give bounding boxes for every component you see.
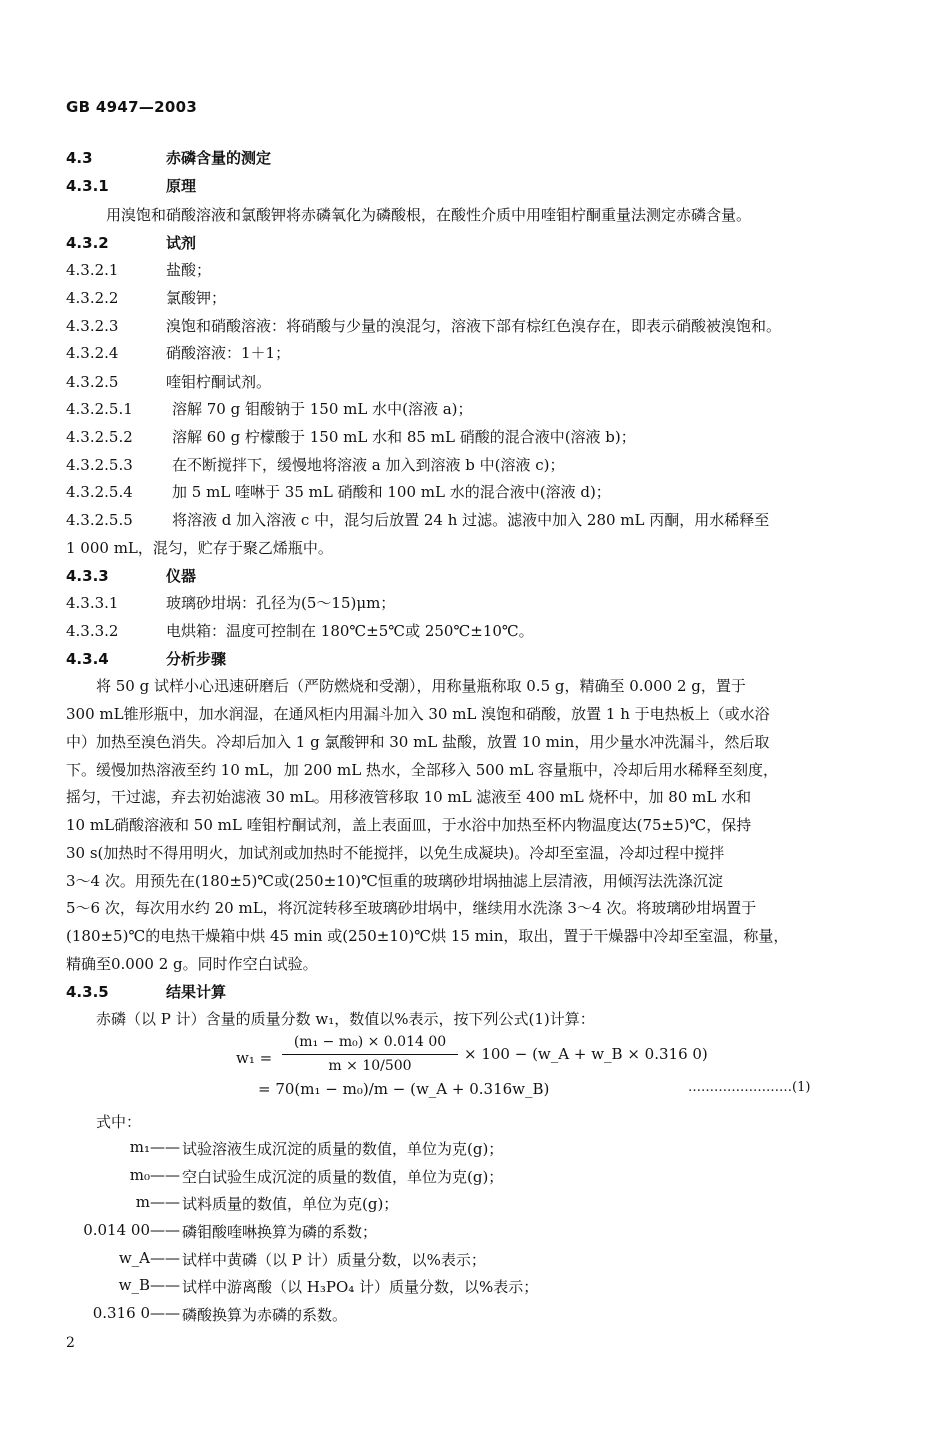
formula-denominator: m × 10/500	[328, 1058, 412, 1074]
procedure-line: 5～6 次，每次用水约 20 mL，将沉淀转移至玻璃砂坩埚中，继续用水洗涤 3～4 次。将玻璃砂坩埚置于	[66, 899, 757, 917]
procedure-line: 精确至0.000 2 g。同时作空白试验。	[66, 955, 318, 973]
procedure-line: (180±5)℃的电热干燥箱中烘 45 min 或(250±10)℃烘 15 min，取出，置于干燥器中冷却至室温，称量，	[66, 927, 789, 945]
section-heading: 4.3.5 结果计算	[66, 983, 227, 1001]
definition-symbol: 0.316 0——	[92, 1304, 180, 1322]
definition-symbol: w_B——	[118, 1276, 180, 1294]
list-item: 4.3.2.5.1 溶解 70 g 钼酸钠于 150 mL 水中(溶液 a)；	[66, 400, 473, 418]
definition-symbol: m₀——	[129, 1166, 180, 1184]
procedure-line: 30 s(加热时不得用明火，加试剂或加热时不能搅拌，以免生成凝块)。冷却至室温，冷却过程中搅拌	[66, 844, 725, 862]
section-heading: 4.3.3 仪器	[66, 567, 197, 585]
definition-text: 磷钼酸喹啉换算为磷的系数；	[182, 1223, 378, 1241]
list-item: 4.3.3.2 电烘箱：温度可控制在 180℃±5℃或 250℃±10℃。	[66, 622, 534, 640]
list-item: 4.3.2.5.5 将溶液 d 加入溶液 c 中，混匀后放置 24 h 过滤。滤液中加入 280 mL 丙酮，用水稀释至	[66, 511, 770, 529]
fraction-bar	[282, 1054, 458, 1055]
section-heading: 4.3.1 原理	[66, 177, 197, 195]
paragraph-line: 用溴饱和硝酸溶液和氯酸钾将赤磷氧化为磷酸根，在酸性介质中用喹钼柠酮重量法测定赤磷含量。	[106, 206, 752, 224]
procedure-line: 摇匀，干过滤，弃去初始滤液 30 mL。用移液管移取 10 mL 滤液至 400 mL 烧杯中，加 80 mL 水和	[66, 788, 752, 806]
definition-symbol: w_A——	[118, 1249, 180, 1267]
where-label: 式中：	[96, 1113, 142, 1131]
page-number: 2	[66, 1335, 75, 1351]
definition-text: 空白试验生成沉淀的质量的数值，单位为克(g)；	[182, 1168, 504, 1186]
procedure-line: 10 mL硝酸溶液和 50 mL 喹钼柠酮试剂，盖上表面皿，于水浴中加热至杯内物温度达(75±5)℃，保持	[66, 816, 752, 834]
list-item: 4.3.2.5.4 加 5 mL 喹啉于 35 mL 硝酸和 100 mL 水的混合液中(溶液 d)；	[66, 483, 611, 501]
formula-line-2: = 70(m₁ − m₀)/m − (w_A + 0.316w_B)	[258, 1080, 550, 1098]
list-item: 4.3.2.5.3 在不断搅拌下，缓慢地将溶液 a 加入到溶液 b 中(溶液 c)；	[66, 456, 565, 474]
procedure-line: 中）加热至溴色消失。冷却后加入 1 g 氯酸钾和 30 mL 盐酸，放置 10 min，用少量水冲洗漏斗，然后取	[66, 733, 770, 751]
standard-header: GB 4947—2003	[66, 98, 198, 116]
definition-symbol: m——	[135, 1193, 180, 1211]
calc-intro: 赤磷（以 P 计）含量的质量分数 w₁，数值以%表示，按下列公式(1)计算：	[96, 1010, 595, 1028]
list-item: 4.3.2.4 硝酸溶液：1＋1；	[66, 344, 291, 362]
list-item: 4.3.2.1 盐酸；	[66, 261, 212, 279]
procedure-line: 300 mL锥形瓶中，加水润湿，在通风柜内用漏斗加入 30 mL 溴饱和硝酸，放置 1 h 于电热板上（或水浴	[66, 705, 770, 723]
formula-lhs: w₁ =	[236, 1049, 273, 1067]
list-item: 4.3.2.5.2 溶解 60 g 柠檬酸于 150 mL 水和 85 mL 硝酸的混合液中(溶液 b)；	[66, 428, 636, 446]
list-item: 4.3.2.3 溴饱和硝酸溶液：将硝酸与少量的溴混匀，溶液下部有棕红色溴存在，即表示硝酸被溴饱和。	[66, 317, 782, 335]
list-item: 4.3.2.5 喹钼柠酮试剂。	[66, 373, 272, 391]
definition-text: 试验溶液生成沉淀的质量的数值，单位为克(g)；	[182, 1140, 504, 1158]
list-item: 4.3.3.1 玻璃砂坩埚：孔径为(5～15)μm；	[66, 594, 396, 612]
formula-numerator: (m₁ − m₀) × 0.014 00	[293, 1034, 447, 1050]
list-item: 4.3.2.2 氯酸钾；	[66, 289, 227, 307]
definition-text: 试样中黄磷（以 P 计）质量分数，以%表示；	[182, 1251, 486, 1269]
equation-number: ……………………(1)	[688, 1080, 811, 1095]
paragraph-line: 1 000 mL，混匀，贮存于聚乙烯瓶中。	[66, 539, 333, 557]
procedure-line: 下。缓慢加热溶液至约 10 mL，加 200 mL 热水，全部移入 500 mL 容量瓶中，冷却后用水稀释至刻度，	[66, 761, 779, 779]
definition-symbol: 0.014 00——	[83, 1221, 180, 1239]
definition-text: 磷酸换算为赤磷的系数。	[182, 1306, 348, 1324]
section-heading: 4.3.2 试剂	[66, 234, 197, 252]
section-heading: 4.3 赤磷含量的测定	[66, 149, 272, 167]
formula-remainder: × 100 − (w_A + w_B × 0.316 0)	[464, 1045, 708, 1063]
definition-symbol: m₁——	[129, 1138, 180, 1156]
definition-text: 试料质量的数值，单位为克(g)；	[182, 1195, 399, 1213]
definition-text: 试样中游离酸（以 H₃PO₄ 计）质量分数，以%表示；	[182, 1278, 539, 1296]
procedure-line: 将 50 g 试样小心迅速研磨后（严防燃烧和受潮），用称量瓶称取 0.5 g，精确至 0.000 2 g，置于	[96, 677, 746, 695]
procedure-line: 3～4 次。用预先在(180±5)℃或(250±10)℃恒重的玻璃砂坩埚抽滤上层清液，用倾泻法洗涤沉淀	[66, 872, 723, 890]
section-heading: 4.3.4 分析步骤	[66, 650, 227, 668]
